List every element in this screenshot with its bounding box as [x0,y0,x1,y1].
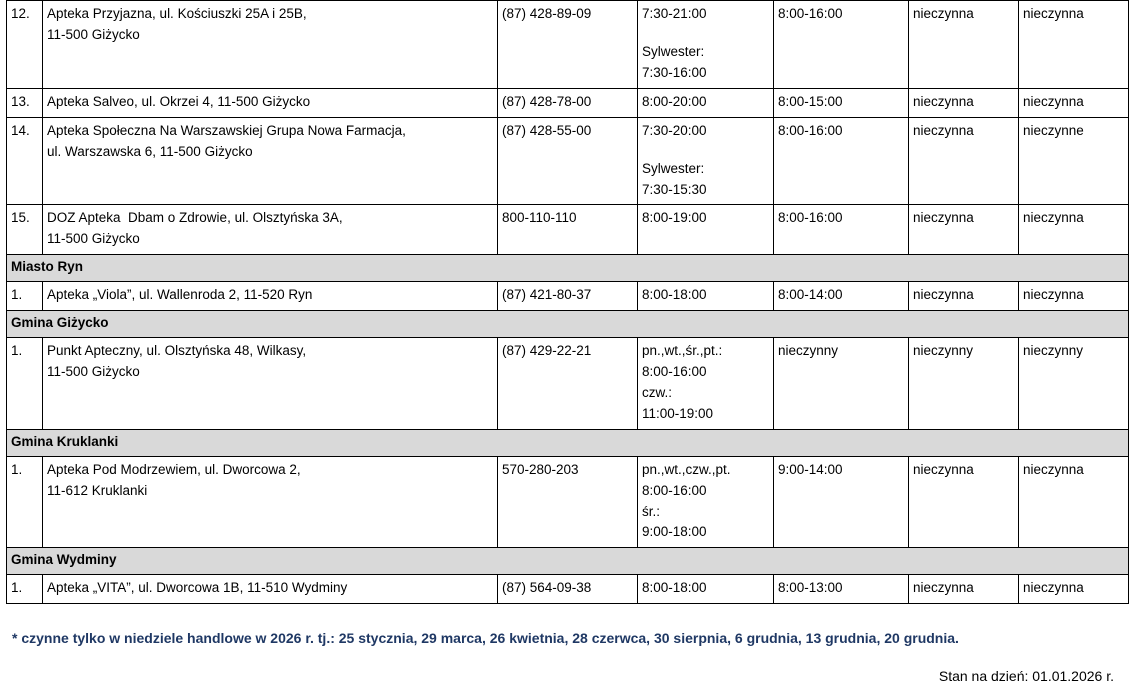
phone-number: (87) 428-55-00 [498,117,638,205]
hours-saturday: 9:00-14:00 [774,456,909,548]
hours-saturday: nieczynny [774,338,909,430]
text-line: 7:30-16:00 [642,64,707,80]
phone-number: 570-280-203 [498,456,638,548]
phone-number: (87) 428-89-09 [498,1,638,89]
pharmacy-name-address [43,117,498,205]
hours-sunday: nieczynna [909,88,1019,117]
row-number: 12. [7,1,43,89]
pharmacy-name-address [43,282,498,311]
table-row [7,88,1129,117]
hours-sunday: nieczynna [909,1,1019,89]
text-line: pn.,wt.,czw.,pt. [642,461,731,477]
hours-sunday: nieczynna [909,575,1019,604]
hours-holiday: nieczynna [1019,456,1129,548]
hours-holiday: nieczynna [1019,205,1129,255]
text-line: Apteka „Viola”, ul. Wallenroda 2, 11-520 Ryn [47,287,313,303]
text-line: 7:30-21:00 [642,6,707,21]
section-label: Gmina Kruklanki [7,429,1129,456]
hours-weekday [638,456,774,548]
hours-sunday: nieczynny [909,338,1019,430]
table-row [7,282,1129,311]
text-line: czw.: [642,384,673,400]
text-line: Apteka Pod Modrzewiem, ul. Dworcowa 2, [47,461,301,477]
pharmacy-name-address [43,205,498,255]
pharmacy-name-address [43,456,498,548]
text-line [642,25,769,42]
text-line: 8:00-16:00 [642,482,707,498]
footnote: * czynne tylko w niedziele handlowe w 2026 r. tj.: 25 stycznia, 29 marca, 26 kwietnia, 28 czerwca, 30 sierpnia, 6 grudnia, 13 grudnia, 20 grudnia. [12,630,959,647]
table-row [7,338,1129,430]
section-label: Gmina Wydminy [7,548,1129,575]
hours-holiday: nieczynna [1019,575,1129,604]
hours-holiday: nieczynna [1019,1,1129,89]
text-line: Punkt Apteczny, ul. Olsztyńska 48, Wilkasy, [47,343,307,359]
section-label: Miasto Ryn [7,255,1129,282]
hours-weekday [638,1,774,89]
table-row [7,117,1129,205]
text-line: ul. Warszawska 6, 11-500 Giżycko [47,143,253,159]
hours-weekday [638,282,774,311]
hours-holiday: nieczynne [1019,117,1129,205]
text-line: Sylwester: [642,43,705,59]
text-line: 7:30-15:30 [642,181,707,197]
hours-weekday [638,338,774,430]
pharmacy-name-address [43,575,498,604]
table-row [7,1,1129,89]
hours-saturday: 8:00-16:00 [774,117,909,205]
text-line: Apteka Salveo, ul. Okrzei 4, 11-500 Giżycko [47,93,311,109]
table-section-row [7,429,1129,456]
text-line: 8:00-18:00 [642,580,707,596]
phone-number: 800-110-110 [498,205,638,255]
text-line: 11-500 Giżycko [47,26,140,42]
hours-saturday: 8:00-16:00 [774,1,909,89]
text-line: Apteka Przyjazna, ul. Kościuszki 25A i 25B, [47,6,307,21]
phone-number: (87) 429-22-21 [498,338,638,430]
hours-holiday: nieczynna [1019,88,1129,117]
text-line: DOZ Apteka Dbam o Zdrowie, ul. Olsztyńska 3A, [47,210,343,226]
pharmacy-name-address [43,88,498,117]
hours-saturday: 8:00-16:00 [774,205,909,255]
text-line: 7:30-20:00 [642,122,707,138]
text-line: 11:00-19:00 [642,405,714,421]
text-line: 9:00-18:00 [642,524,707,540]
pharmacy-table [6,0,1129,604]
table-row [7,575,1129,604]
hours-weekday [638,575,774,604]
row-number: 1. [7,456,43,548]
text-line: 11-612 Kruklanki [47,482,148,498]
hours-holiday: nieczynny [1019,338,1129,430]
phone-number: (87) 421-80-37 [498,282,638,311]
text-line: 8:00-20:00 [642,93,707,109]
row-number: 1. [7,282,43,311]
hours-sunday: nieczynna [909,117,1019,205]
table-section-row [7,548,1129,575]
hours-weekday [638,117,774,205]
row-number: 15. [7,205,43,255]
text-line: Apteka „VITA”, ul. Dworcowa 1B, 11-510 Wydminy [47,580,348,596]
table-section-row [7,255,1129,282]
text-line [642,142,769,159]
pharmacy-name-address [43,1,498,89]
hours-sunday: nieczynna [909,456,1019,548]
text-line: 8:00-19:00 [642,210,707,226]
text-line: Apteka Społeczna Na Warszawskiej Grupa Nowa Farmacja, [47,122,406,138]
text-line: 11-500 Giżycko [47,363,140,379]
row-number: 14. [7,117,43,205]
row-number: 1. [7,575,43,604]
row-number: 13. [7,88,43,117]
phone-number: (87) 428-78-00 [498,88,638,117]
row-number: 1. [7,338,43,430]
text-line: 8:00-16:00 [642,363,707,379]
text-line: Sylwester: [642,160,705,176]
table-row [7,456,1129,548]
hours-weekday [638,205,774,255]
text-line: śr.: [642,503,661,519]
hours-weekday [638,88,774,117]
table-section-row [7,311,1129,338]
hours-saturday: 8:00-15:00 [774,88,909,117]
section-label: Gmina Giżycko [7,311,1129,338]
text-line: 11-500 Giżycko [47,231,140,247]
text-line: pn.,wt.,śr.,pt.: [642,343,723,359]
status-date: Stan na dzień: 01.01.2026 r. [938,667,1114,684]
hours-saturday: 8:00-14:00 [774,282,909,311]
hours-saturday: 8:00-13:00 [774,575,909,604]
hours-sunday: nieczynna [909,282,1019,311]
hours-holiday: nieczynna [1019,282,1129,311]
table-row [7,205,1129,255]
text-line: 8:00-18:00 [642,287,707,303]
pharmacy-name-address [43,338,498,430]
phone-number: (87) 564-09-38 [498,575,638,604]
hours-sunday: nieczynna [909,205,1019,255]
